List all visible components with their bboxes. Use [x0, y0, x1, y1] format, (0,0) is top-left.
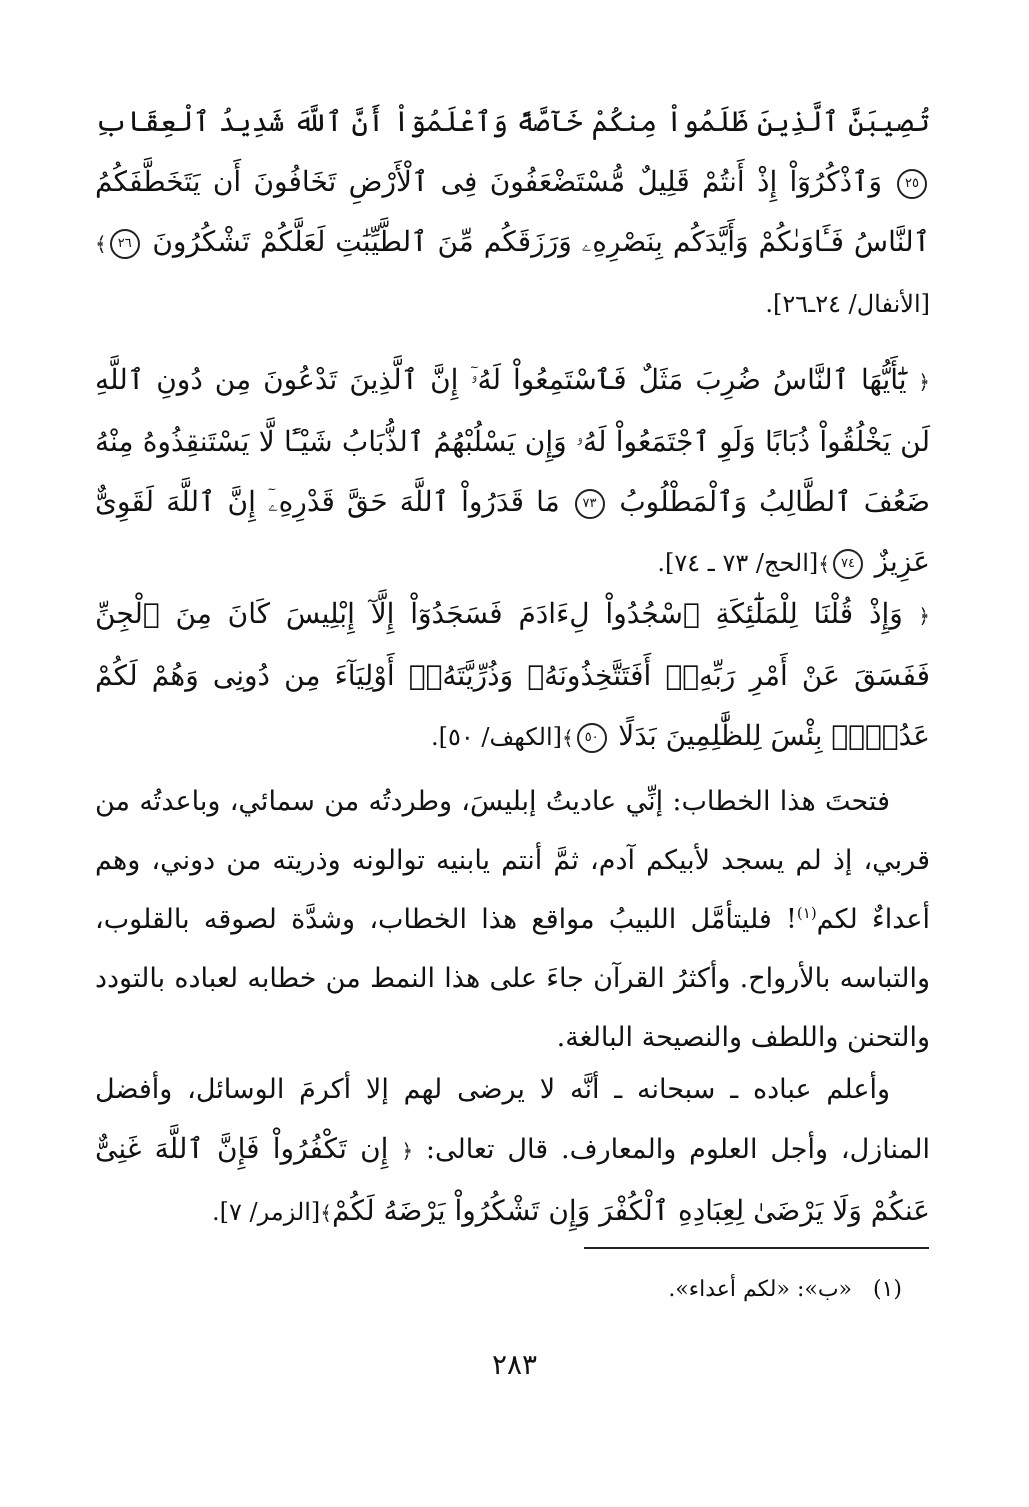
verse-text: مَا قَدَرُواْ ٱللَّهَ حَقَّ قَدْرِهِۦٓ إِنَّ ٱللَّهَ لَقَوِىٌّ عَزِيزٌ [95, 485, 930, 578]
ayah-number-marker: ٧٤ [833, 549, 863, 579]
quran-passage-hajj [95, 350, 930, 594]
verse-text: يَٰٓأَيُّهَا ٱلنَّاسُ ضُرِبَ مَثَلٌ فَٱسْتَمِعُواْ لَهُۥٓ إِنَّ ٱلَّذِينَ تَدْعُونَ مِن دُونِ ٱللَّهِ لَن يَخْلُقُواْ ذُبَابًا وَلَوِ ٱجْتَمَعُواْ لَهُۥ وَإِن يَسْلُبْهُمُ ٱلذُّبَابُ شَيْـًٔا لَّا يَسْتَنقِذُوهُ مِنْهُ ضَعُفَ ٱلطَّالِبُ وَٱلْمَطْلُوبُ [95, 363, 930, 518]
closing-ornate-bracket: ﴾ [561, 726, 574, 750]
footnote-reference-marker[interactable]: (١) [796, 904, 817, 922]
opening-ornate-bracket: ﴿ [918, 604, 930, 628]
verse-reference: [الكهف/ ٥٠]. [430, 723, 562, 751]
ayah-number-marker: ٢٦ [110, 229, 140, 259]
footnote-number: (١) [872, 1277, 902, 1302]
ayah-number-marker: ٧٣ [575, 489, 605, 519]
verse-text: إِن تَكْفُرُواْ فَإِنَّ ٱللَّهَ غَنِىٌّ عَنكُمْ وَلَا يَرْضَىٰ لِعِبَادِهِ ٱلْكُفْرَ وَإِن تَشْكُرُواْ يَرْضَهُ لَكُمْ [95, 1132, 930, 1227]
commentary-text: ! فليتأمَّل اللبيبُ مواقع هذا الخطاب، وشدَّة لصوقه بالقلوب، والتباسه بالأرواح. وأكثرُ القرآن جاءَ على هذا النمط من خطابه لعباده بالتودد والتحنن واللطف والنصيحة البالغة. [95, 904, 930, 1053]
footnote-text: «ب»: «لكم أعداء». [668, 1277, 852, 1302]
footnote [300, 1270, 902, 1310]
opening-ornate-bracket: ﴿ [401, 1139, 414, 1163]
ayah-number-marker: ٥٠ [577, 723, 607, 753]
footnote-divider [584, 1247, 929, 1249]
verse-text: وَٱذْكُرُوٓاْ إِذْ أَنتُمْ قَلِيلٌ مُّسْتَضْعَفُونَ فِى ٱلْأَرْضِ تَخَافُونَ أَن يَتَخَطَّفَكُمُ ٱلنَّاسُ فَـَٔاوَىٰكُمْ وَأَيَّدَكُم بِنَصْرِهِۦ وَرَزَقَكُم مِّنَ ٱلطَّيِّبَٰتِ لَعَلَّكُمْ تَشْكُرُونَ [95, 165, 931, 258]
closing-ornate-bracket: ﴾ [818, 552, 830, 576]
verse-reference: [الأنفال/ ٢٤ـ٢٦]. [765, 290, 930, 318]
quran-passage-anfal [95, 92, 930, 334]
closing-ornate-bracket: ﴾ [95, 232, 107, 256]
quran-passage-kahf [95, 584, 930, 768]
verse-reference: [الحج/ ٧٣ ـ ٧٤]. [657, 549, 819, 577]
commentary-text: فتحتَ هذا الخطاب: إنِّي عاديتُ إبليسَ، وطردتُه من سمائي، وباعدتُه من قربي، إذ لم يسجد لأبيكم آدم، ثمَّ أنتم يابنيه توالونه وذريته من دوني، وهم أعداءٌ لكم [95, 786, 931, 935]
verse-text: وَإِذْ قُلْنَا لِلْمَلَٰٓئِكَةِ ٱسْجُدُواْ لِءَادَمَ فَسَجَدُوٓاْ إِلَّآ إِبْلِيسَ كَانَ مِنَ ٱلْجِنِّ فَفَسَقَ عَنْ أَمْرِ رَبِّهِۦٓ أَفَتَتَّخِذُونَهُۥ وَذُرِّيَّتَهُۥٓ أَوْلِيَآءَ مِن دُونِى وَهُمْ لَكُمْ عَدُوٌّۢ بِئْسَ لِلظَّٰلِمِينَ بَدَلًا [95, 597, 930, 752]
commentary-text: وأعلم عباده ـ سبحانه ـ أنَّه لا يرضى لهم إلا أكرمَ الوسائل، وأفضل المنازل، وأجل العلوم والمعارف. قال تعالى: [95, 1074, 930, 1165]
closing-ornate-bracket: ﴾ [320, 1201, 333, 1225]
opening-ornate-bracket: ﴿ [918, 370, 930, 394]
verse-reference: [الزمر/ ٧]. [212, 1198, 321, 1226]
ayah-number-marker: ٢٥ [897, 169, 927, 199]
commentary-paragraph [95, 772, 930, 1067]
commentary-paragraph-zumar [95, 1060, 930, 1243]
page-number: ٢٨٣ [491, 1348, 538, 1381]
verse-text: تُصِيبَنَّ ٱلَّذِينَ ظَلَمُواْ مِنكُمْ خَآصَّةً وَٱعْلَمُوٓاْ أَنَّ ٱللَّهَ شَدِيدُ ٱلْعِقَابِ [95, 105, 930, 138]
